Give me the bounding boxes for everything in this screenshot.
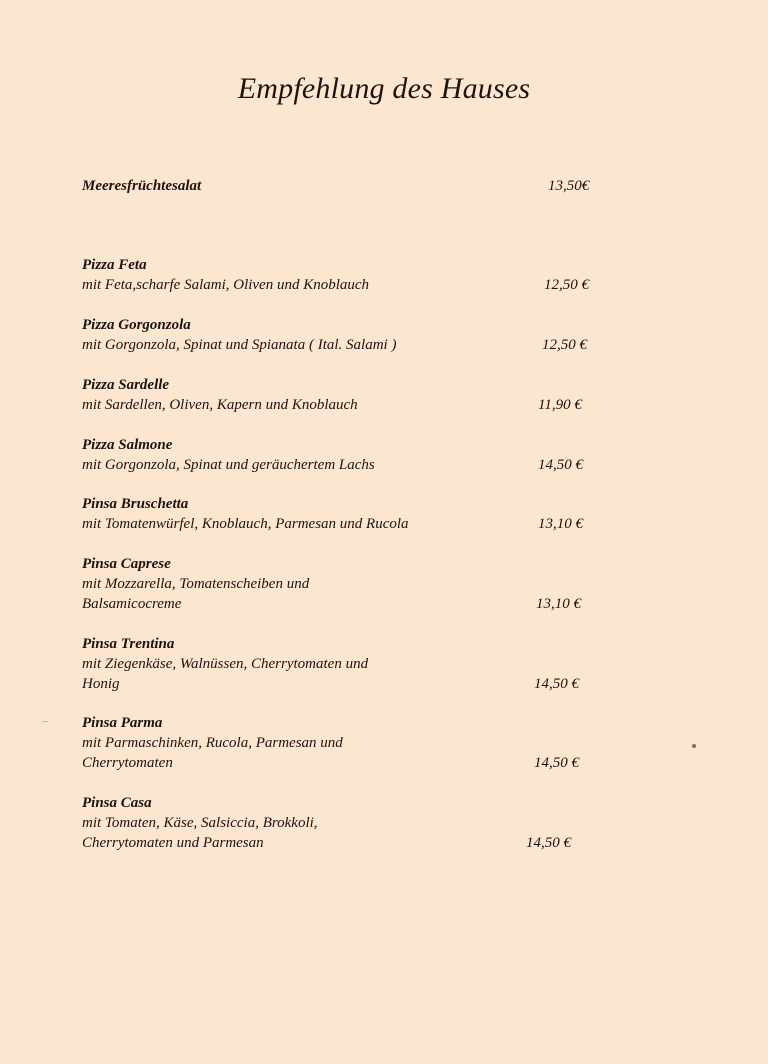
item-description: Balsamicocreme xyxy=(82,596,182,612)
paper-speck xyxy=(692,744,696,748)
item-name: Pinsa Trentina xyxy=(82,636,175,652)
item-price: 14,50 € xyxy=(534,755,579,771)
item-description: mit Tomatenwürfel, Knoblauch, Parmesan und Rucola xyxy=(82,516,409,532)
item-name: Pinsa Bruschetta xyxy=(82,496,189,512)
item-price: 13,10 € xyxy=(538,516,583,532)
item-price: 12,50 € xyxy=(542,337,587,353)
menu-item xyxy=(82,793,612,853)
menu-item xyxy=(82,494,612,534)
item-description: Cherrytomaten xyxy=(82,755,173,771)
item-price: 13,10 € xyxy=(536,596,581,612)
menu-item xyxy=(82,255,612,295)
item-name: Meeresfrüchtesalat xyxy=(82,178,202,194)
item-price: 12,50 € xyxy=(544,277,589,293)
item-name: Pizza Salmone xyxy=(82,437,173,453)
item-price: 14,50 € xyxy=(538,457,583,473)
item-description: mit Tomaten, Käse, Salsiccia, Brokkoli, xyxy=(82,815,318,831)
item-description: mit Feta,scharfe Salami, Oliven und Knoblauch xyxy=(82,277,370,293)
item-name: Pizza Feta xyxy=(82,257,147,273)
item-price: 14,50 € xyxy=(526,835,571,851)
item-description: mit Ziegenkäse, Walnüssen, Cherrytomaten und xyxy=(82,656,369,672)
item-name: Pinsa Caprese xyxy=(82,556,171,572)
item-description: Cherrytomaten und Parmesan xyxy=(82,835,264,851)
menu-item xyxy=(82,554,612,614)
item-description: mit Mozzarella, Tomatenscheiben und xyxy=(82,576,310,592)
menu-item xyxy=(82,435,612,475)
item-description: mit Parmaschinken, Rucola, Parmesan und xyxy=(82,735,343,751)
item-name: Pizza Gorgonzola xyxy=(82,317,191,333)
item-price: 13,50€ xyxy=(548,178,590,194)
item-description: mit Gorgonzola, Spinat und geräuchertem Lachs xyxy=(82,457,375,473)
menu-item xyxy=(82,634,612,694)
menu-item xyxy=(82,315,612,355)
menu-item xyxy=(82,713,612,773)
item-name: Pinsa Casa xyxy=(82,795,152,811)
item-price: 14,50 € xyxy=(534,676,579,692)
item-description: mit Gorgonzola, Spinat und Spianata ( Ital. Salami ) xyxy=(82,337,397,353)
item-name: Pizza Sardelle xyxy=(82,377,170,393)
paper-mark xyxy=(42,721,48,722)
item-name: Pinsa Parma xyxy=(82,715,163,731)
item-price: 11,90 € xyxy=(538,397,582,413)
item-description: Honig xyxy=(82,676,120,692)
page-title: Empfehlung des Hauses xyxy=(237,72,531,105)
menu-item xyxy=(82,176,612,196)
menu-item xyxy=(82,375,612,415)
item-description: mit Sardellen, Oliven, Kapern und Knoblauch xyxy=(82,397,358,413)
